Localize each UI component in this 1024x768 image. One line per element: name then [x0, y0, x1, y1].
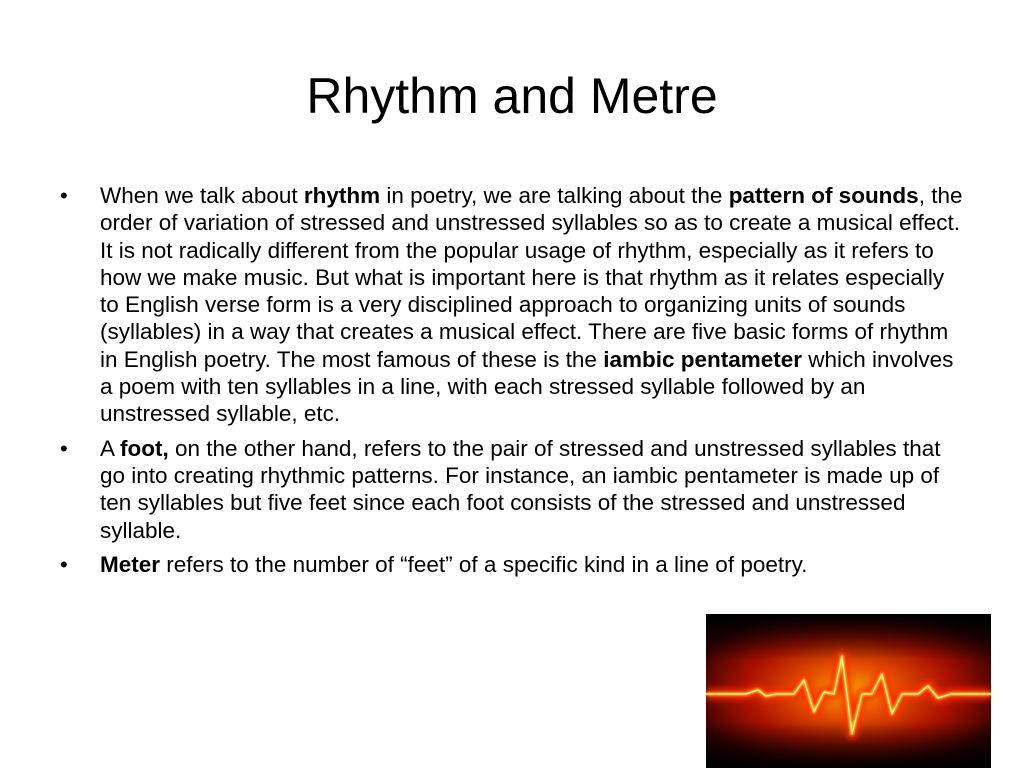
bullet-meter	[60, 551, 966, 578]
term-rhythm: rhythm	[303, 183, 381, 208]
text-segment: refers to the number of “feet” of a specific kind in a line of poetry.	[160, 551, 808, 577]
bullet-icon: •	[60, 551, 68, 577]
text-segment: on the other hand, refers to the pair of stressed and unstressed syllables that go into creating rhythmic patterns. For instance, an iambic pentameter is made up of ten syllables but five feet since each foot consists of the stressed and unstressed syllable.	[100, 435, 941, 543]
bullet-foot	[60, 435, 966, 544]
heartbeat-pulse-icon	[706, 614, 991, 768]
term-iambic-pentameter: iambic pentameter	[603, 346, 803, 372]
term-foot: foot,	[120, 435, 169, 461]
slide-title: Rhythm and Metre	[306, 68, 718, 124]
text-segment: A	[100, 435, 121, 461]
term-meter: Meter	[100, 551, 161, 577]
term-pattern-of-sounds: pattern of sounds	[728, 183, 919, 208]
heartbeat-pulse-image	[706, 614, 991, 768]
bullet-rhythm	[60, 182, 966, 428]
text-segment: , the order of variation of stressed and unstressed syllables so as to create a musical effect. It is not radically different from the popular usage of rhythm, especially as it refers to how we make music. But what is important here is that rhythm as it relates especially to English verse form is a very disciplined approach to organizing units of sounds (syllables) in a way that creates a musical effect. There are five basic forms of rhythm in English poetry. The most famous of these is the	[100, 183, 963, 372]
bullet-icon: •	[60, 183, 68, 208]
bullet-list	[60, 182, 966, 585]
text-segment: When we talk about	[100, 183, 304, 208]
text-segment: in poetry, we are talking about the	[380, 183, 729, 208]
text-segment: which involves a poem with ten syllables in a line, with each stressed syllable followed by an unstressed syllable, etc.	[100, 346, 954, 427]
bullet-icon: •	[60, 435, 68, 461]
